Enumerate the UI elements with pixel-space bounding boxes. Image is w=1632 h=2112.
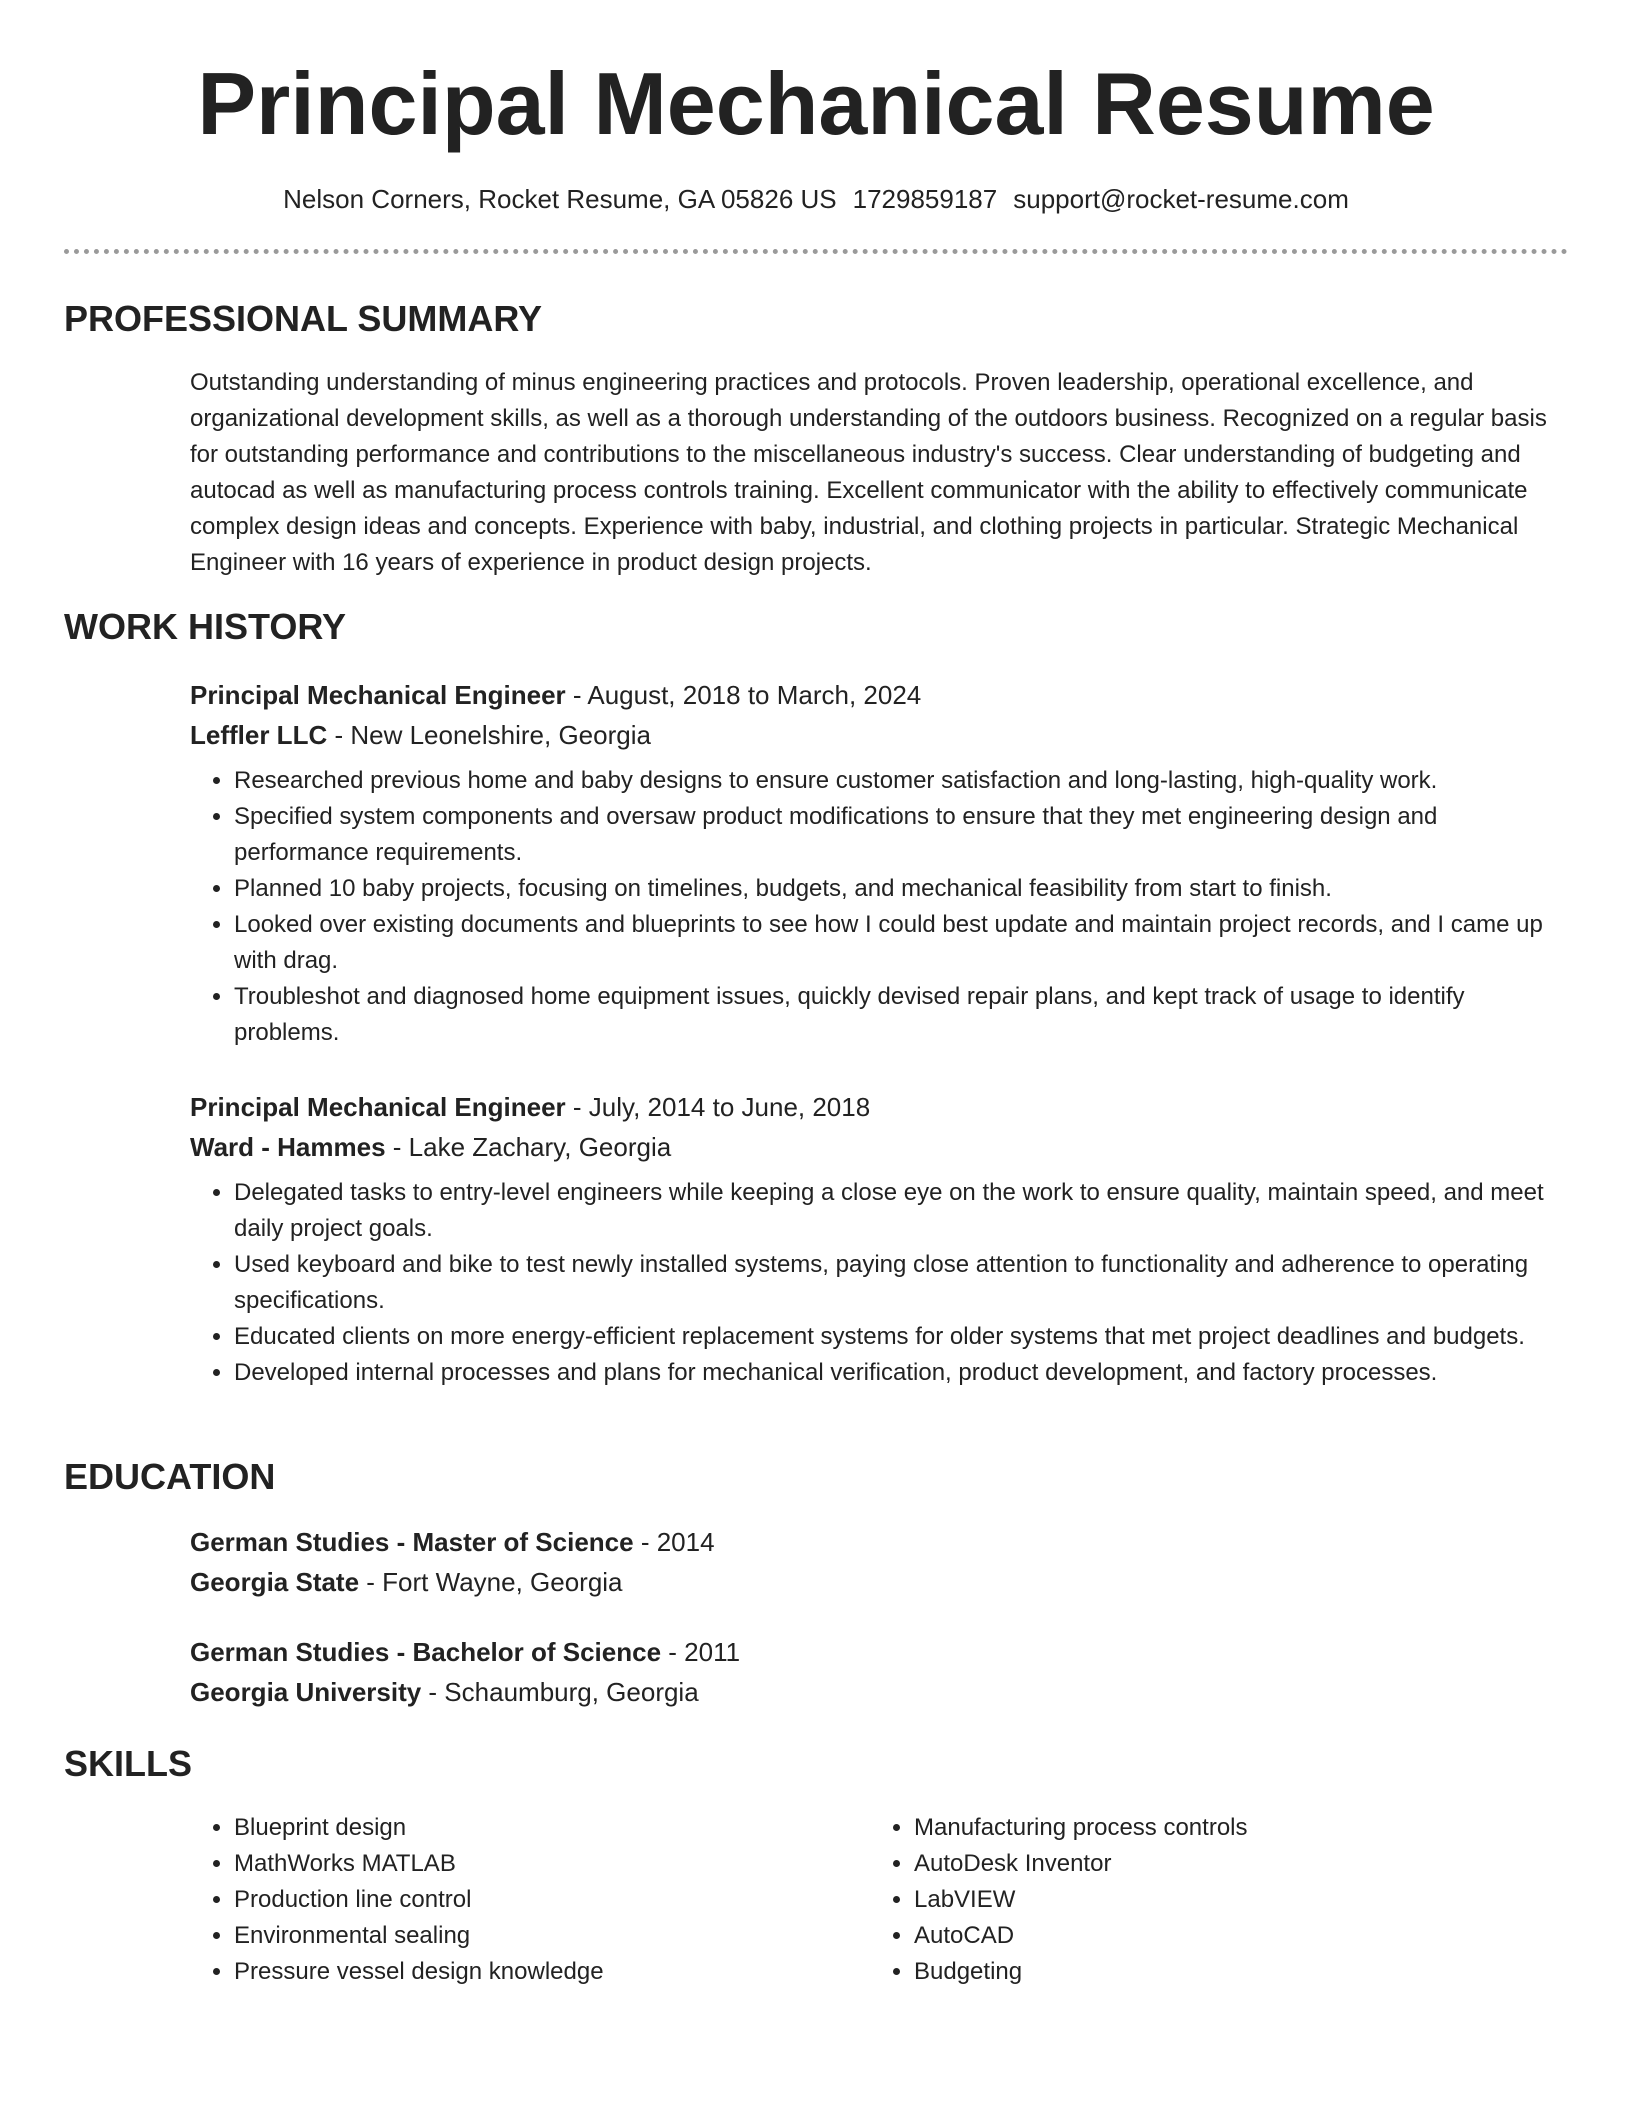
job-bullets (190, 763, 1568, 1051)
job-bullet: • Researched previous home and baby designs to ensure customer satisfaction and long-lasting, high-quality work. (234, 763, 1568, 799)
school-line (190, 1562, 1568, 1602)
contact-address: Nelson Corners, Rocket Resume, GA 05826 US (283, 184, 837, 214)
resume-title: Principal Mechanical Resume (197, 54, 1435, 153)
job-dates: - August, 2018 to March, 2024 (565, 680, 922, 710)
skills-list (190, 1810, 1568, 1990)
skill-item: • Budgeting (914, 1954, 1550, 1990)
skill-item: • Pressure vessel design knowledge (234, 1954, 870, 1990)
degree-year: - 2014 (633, 1527, 715, 1557)
job-bullets (190, 1175, 1568, 1391)
skill-item: • Blueprint design (234, 1810, 870, 1846)
degree: German Studies - Bachelor of Science (190, 1637, 662, 1667)
job-bullet: • Specified system components and oversaw product modifications to ensure that they met engineering design and performance requirements. (234, 799, 1568, 871)
skill-item: • MathWorks MATLAB (234, 1846, 870, 1882)
degree-year: - 2011 (661, 1637, 741, 1667)
contact-phone: 1729859187 (852, 184, 998, 214)
job-role: Principal Mechanical Engineer (190, 1092, 566, 1122)
school: Georgia University (190, 1677, 422, 1707)
education-heading: EDUCATION (64, 1456, 276, 1497)
job-bullet: • Troubleshot and diagnosed home equipment issues, quickly devised repair plans, and kept track of usage to identify problems. (234, 979, 1568, 1051)
education-entry (190, 1632, 1568, 1712)
work-history-heading: WORK HISTORY (64, 606, 347, 647)
contact-line (64, 181, 1568, 217)
job-company-line (190, 715, 1568, 755)
job-entry (190, 1087, 1568, 1391)
job-bullet: • Planned 10 baby projects, focusing on timelines, budgets, and mechanical feasibility from start to finish. (234, 871, 1568, 907)
skill-item: • LabVIEW (914, 1882, 1550, 1918)
summary-section (190, 365, 1568, 581)
degree-line (190, 1522, 1568, 1562)
job-title-line (190, 1087, 1568, 1127)
job-location: - Lake Zachary, Georgia (385, 1132, 672, 1162)
school-location: - Fort Wayne, Georgia (359, 1567, 623, 1597)
skill-item: • Production line control (234, 1882, 870, 1918)
job-company: Ward - Hammes (190, 1132, 386, 1162)
contact-email: support@rocket-resume.com (1013, 184, 1349, 214)
job-company: Leffler LLC (190, 720, 328, 750)
job-entry (190, 675, 1568, 1051)
school-line (190, 1672, 1568, 1712)
skill-item: • AutoDesk Inventor (914, 1846, 1550, 1882)
skills-heading: SKILLS (64, 1743, 193, 1784)
skill-item: • Manufacturing process controls (914, 1810, 1550, 1846)
job-location: - New Leonelshire, Georgia (327, 720, 651, 750)
education-entry (190, 1522, 1568, 1602)
degree: German Studies - Master of Science (190, 1527, 634, 1557)
job-company-line (190, 1127, 1568, 1167)
skill-item: • AutoCAD (914, 1918, 1550, 1954)
skill-item: • Environmental sealing (234, 1918, 870, 1954)
job-bullet: • Educated clients on more energy-efficient replacement systems for older systems that met project deadlines and budgets. (234, 1319, 1568, 1355)
summary-text: Outstanding understanding of minus engineering practices and protocols. Proven leadership, operational excellence, and organizational development skills, as well as a thorough understanding of the outdoors business. Recognized on a regular basis for outstanding performance and contributions to the miscellaneous industry's success. Clear understanding of budgeting and autocad as well as manufacturing process controls training. Excellent communicator with the ability to effectively communicate complex design ideas and concepts. Experience with baby, industrial, and clothing projects in particular. Strategic Mechanical Engineer with 16 years of experience in product design projects. (190, 369, 1547, 576)
summary-heading: PROFESSIONAL SUMMARY (64, 298, 543, 339)
job-bullet: • Delegated tasks to entry-level engineers while keeping a close eye on the work to ensure quality, maintain speed, and meet daily project goals. (234, 1175, 1568, 1247)
job-bullet: • Developed internal processes and plans for mechanical verification, product development, and factory processes. (234, 1355, 1568, 1391)
job-dates: - July, 2014 to June, 2018 (565, 1092, 871, 1122)
skills-column-right (870, 1810, 1550, 1990)
school: Georgia State (190, 1567, 360, 1597)
degree-line (190, 1632, 1568, 1672)
job-role: Principal Mechanical Engineer (190, 680, 566, 710)
job-title-line (190, 675, 1568, 715)
job-bullet: • Used keyboard and bike to test newly installed systems, paying close attention to functionality and adherence to operating specifications. (234, 1247, 1568, 1319)
school-location: - Schaumburg, Georgia (421, 1677, 699, 1707)
job-bullet: • Looked over existing documents and blueprints to see how I could best update and maintain project records, and I came up with drag. (234, 907, 1568, 979)
header-divider (64, 249, 1568, 254)
skills-column-left (190, 1810, 870, 1990)
